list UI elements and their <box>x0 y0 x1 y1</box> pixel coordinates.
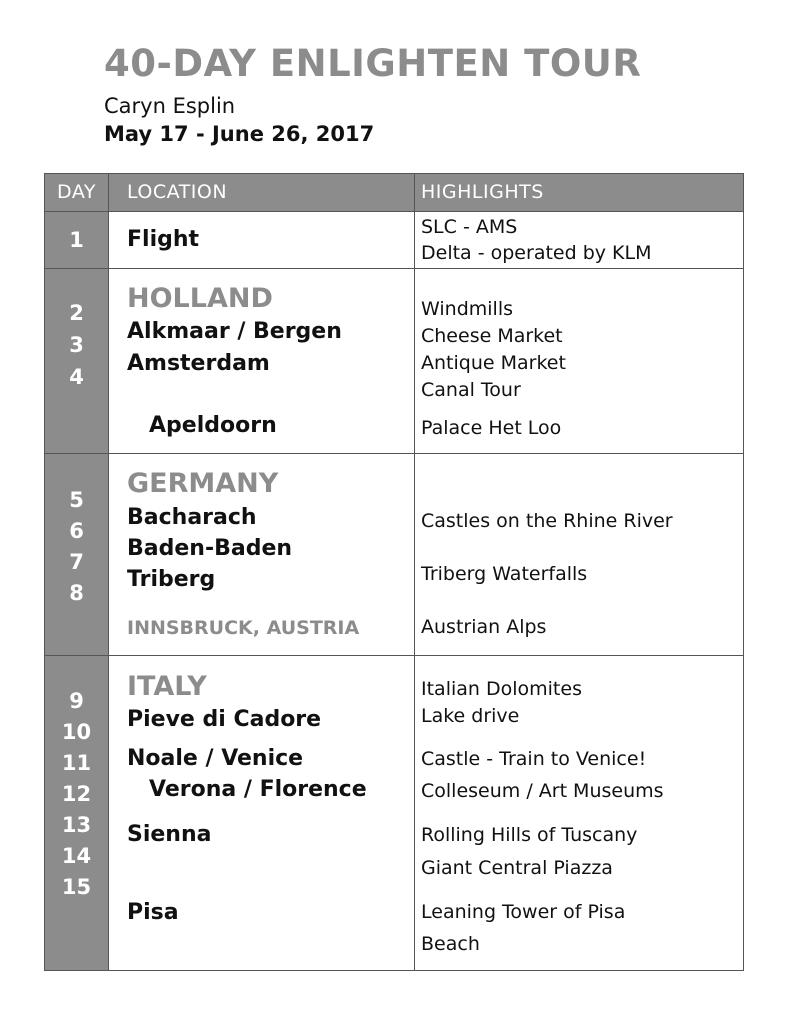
day-number: 10 <box>61 720 92 744</box>
location-name: Noale / Venice <box>127 746 304 771</box>
day-number: 15 <box>61 875 92 899</box>
location-name: Baden-Baden <box>127 536 293 561</box>
column-header-location: LOCATION <box>127 181 228 203</box>
day-number: 8 <box>69 581 84 605</box>
day-number: 9 <box>69 689 84 713</box>
highlight-item: Castle - Train to Venice! <box>421 748 647 770</box>
highlight-item: Leaning Tower of Pisa <box>421 901 626 923</box>
page-title: 40-DAY ENLIGHTEN TOUR <box>104 42 642 85</box>
country-heading: ITALY <box>127 671 207 702</box>
location-name: Bacharach <box>127 505 257 530</box>
highlight-item: Windmills <box>421 298 513 320</box>
day-number: 4 <box>69 365 84 389</box>
day-number: 11 <box>61 751 92 775</box>
highlight-item: SLC - AMS <box>421 216 518 238</box>
day-number: 3 <box>69 333 84 357</box>
author-name: Caryn Esplin <box>104 94 236 118</box>
highlight-item: Rolling Hills of Tuscany <box>421 824 638 846</box>
highlight-item: Lake drive <box>421 705 520 727</box>
table-header <box>45 174 743 211</box>
highlight-item: Beach <box>421 933 480 955</box>
highlight-item: Giant Central Piazza <box>421 857 613 879</box>
location-name: Amsterdam <box>127 351 270 376</box>
day-number: 14 <box>61 844 92 868</box>
country-heading: GERMANY <box>127 468 279 499</box>
location-name: Alkmaar / Bergen <box>127 319 342 344</box>
day-number: 1 <box>69 228 84 252</box>
highlight-item: Italian Dolomites <box>421 678 582 700</box>
country-heading: INNSBRUCK, AUSTRIA <box>127 617 360 639</box>
itinerary-table <box>44 173 744 971</box>
day-number: 13 <box>61 813 92 837</box>
location-name: Triberg <box>127 567 216 592</box>
day-number: 6 <box>69 519 84 543</box>
day-number: 5 <box>69 488 84 512</box>
highlight-item: Cheese Market <box>421 325 563 347</box>
highlight-item: Antique Market <box>421 352 566 374</box>
highlight-item: Palace Het Loo <box>421 417 562 439</box>
row-divider <box>45 268 743 269</box>
location-name: Verona / Florence <box>149 777 367 802</box>
highlight-item: Delta - operated by KLM <box>421 242 652 264</box>
highlight-item: Castles on the Rhine River <box>421 510 673 532</box>
country-heading: HOLLAND <box>127 283 273 314</box>
highlight-item: Colleseum / Art Museums <box>421 780 664 802</box>
column-header-highlights: HIGHLIGHTS <box>421 181 544 203</box>
highlight-item: Canal Tour <box>421 379 521 401</box>
day-number: 7 <box>69 550 84 574</box>
location-name: Pieve di Cadore <box>127 707 322 732</box>
location-name: Pisa <box>127 900 179 925</box>
location-name: Apeldoorn <box>149 413 277 438</box>
column-divider <box>108 174 109 970</box>
location-name: Sienna <box>127 822 212 847</box>
day-number: 12 <box>61 782 92 806</box>
highlight-item: Triberg Waterfalls <box>421 563 588 585</box>
row-divider <box>45 211 743 212</box>
day-number: 2 <box>69 301 84 325</box>
row-divider <box>45 655 743 656</box>
column-divider <box>414 174 415 970</box>
column-header-day: DAY <box>57 181 96 203</box>
highlight-item: Austrian Alps <box>421 616 547 638</box>
row-divider <box>45 453 743 454</box>
tour-dates: May 17 - June 26, 2017 <box>104 122 375 146</box>
location-flight: Flight <box>127 227 200 252</box>
